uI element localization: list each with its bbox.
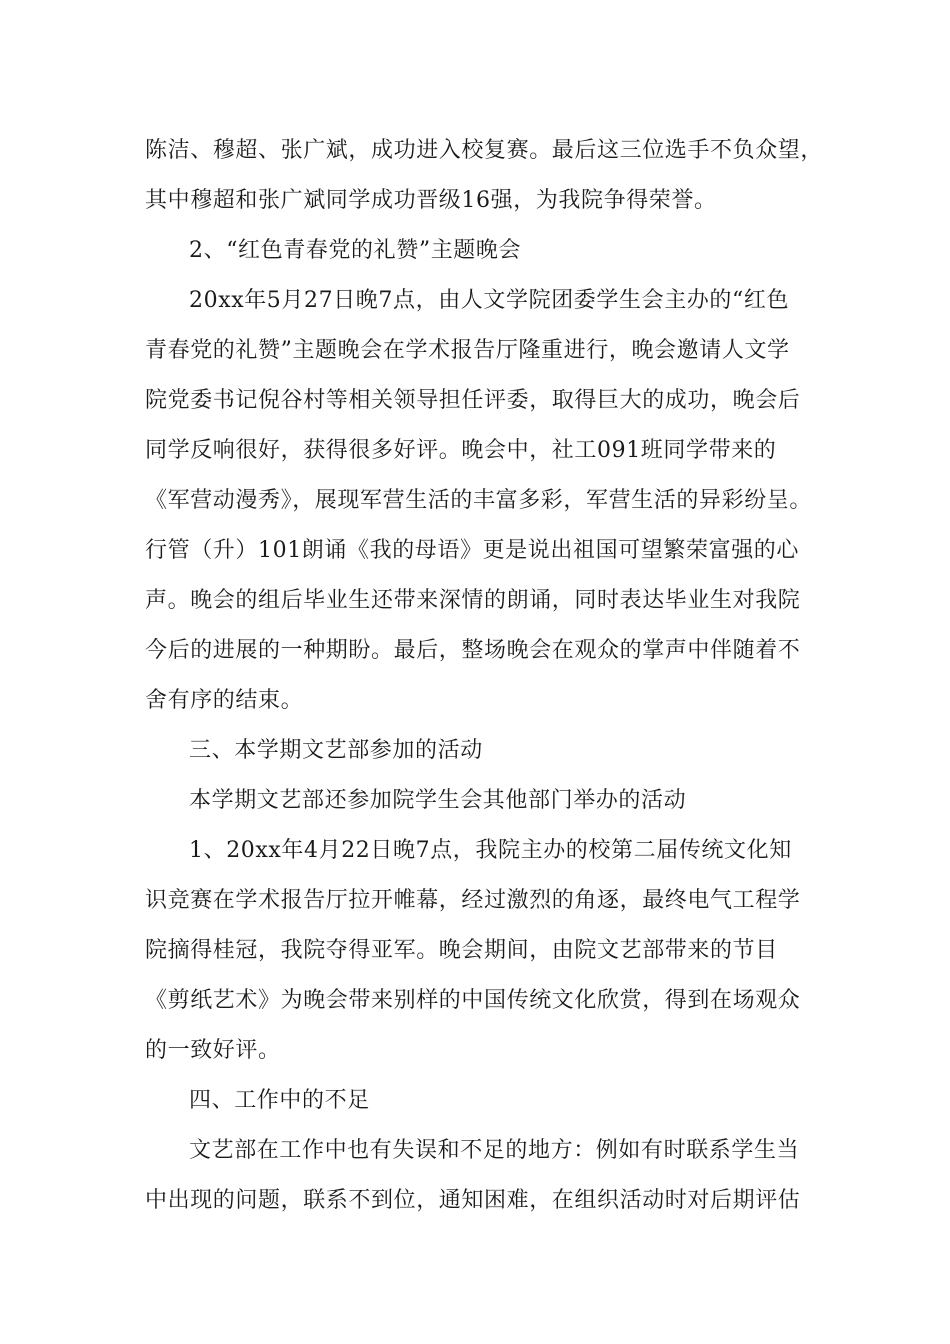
- text-line: 中出现的问题，联系不到位，通知困难，在组织活动时对后期评估: [145, 1188, 801, 1213]
- document-body: [145, 126, 825, 1226]
- text-line: 同学反响很好，获得很多好评。晚会中，社工091班同学带来的: [145, 438, 777, 463]
- text-line: 识竞赛在学术报告厅拉开帷幕，经过激烈的角逐，最终电气工程学: [145, 888, 801, 913]
- section-heading: 四、工作中的不足: [189, 1088, 370, 1113]
- text-line: 其中穆超和张广斌同学成功晋级16强，为我院争得荣誉。: [145, 188, 717, 213]
- text-line: 文艺部在工作中也有失误和不足的地方：例如有时联系学生当: [189, 1138, 800, 1163]
- text-line: 的一致好评。: [145, 1038, 281, 1063]
- text-line: 1、20xx年4月22日晚7点，我院主办的校第二届传统文化知: [189, 838, 792, 863]
- text-line: 20xx年5月27日晚7点，由人文学院团委学生会主办的“红色: [189, 288, 790, 313]
- text-line: 院党委书记倪谷村等相关领导担任评委，取得巨大的成功，晚会后: [145, 388, 801, 413]
- text-line: 行管（升）101朗诵《我的母语》更是说出祖国可望繁荣富强的心: [145, 538, 799, 563]
- text-line: 本学期文艺部还参加院学生会其他部门举办的活动: [189, 788, 687, 813]
- text-line: 院摘得桂冠，我院夺得亚军。晚会期间，由院文艺部带来的节目: [145, 938, 778, 963]
- text-line: 舍有序的结束。: [145, 688, 304, 713]
- text-line: 青春党的礼赞”主题晚会在学术报告厅隆重进行，晚会邀请人文学: [145, 338, 790, 363]
- text-line: 陈洁、穆超、张广斌，成功进入校复赛。最后这三位选手不负众望，: [145, 138, 824, 163]
- text-line: 《军营动漫秀》，展现军营生活的丰富多彩，军营生活的异彩纷呈。: [145, 488, 813, 513]
- section-heading: 2、“红色青春党的礼赞”主题晚会: [189, 238, 522, 263]
- text-line: 《剪纸艺术》为晚会带来别样的中国传统文化欣赏，得到在场观众: [145, 988, 801, 1013]
- text-line: 今后的进展的一种期盼。最后，整场晚会在观众的掌声中伴随着不: [145, 638, 801, 663]
- text-line: 声。晚会的组后毕业生还带来深情的朗诵，同时表达毕业生对我院: [145, 588, 801, 613]
- section-heading: 三、本学期文艺部参加的活动: [189, 738, 483, 763]
